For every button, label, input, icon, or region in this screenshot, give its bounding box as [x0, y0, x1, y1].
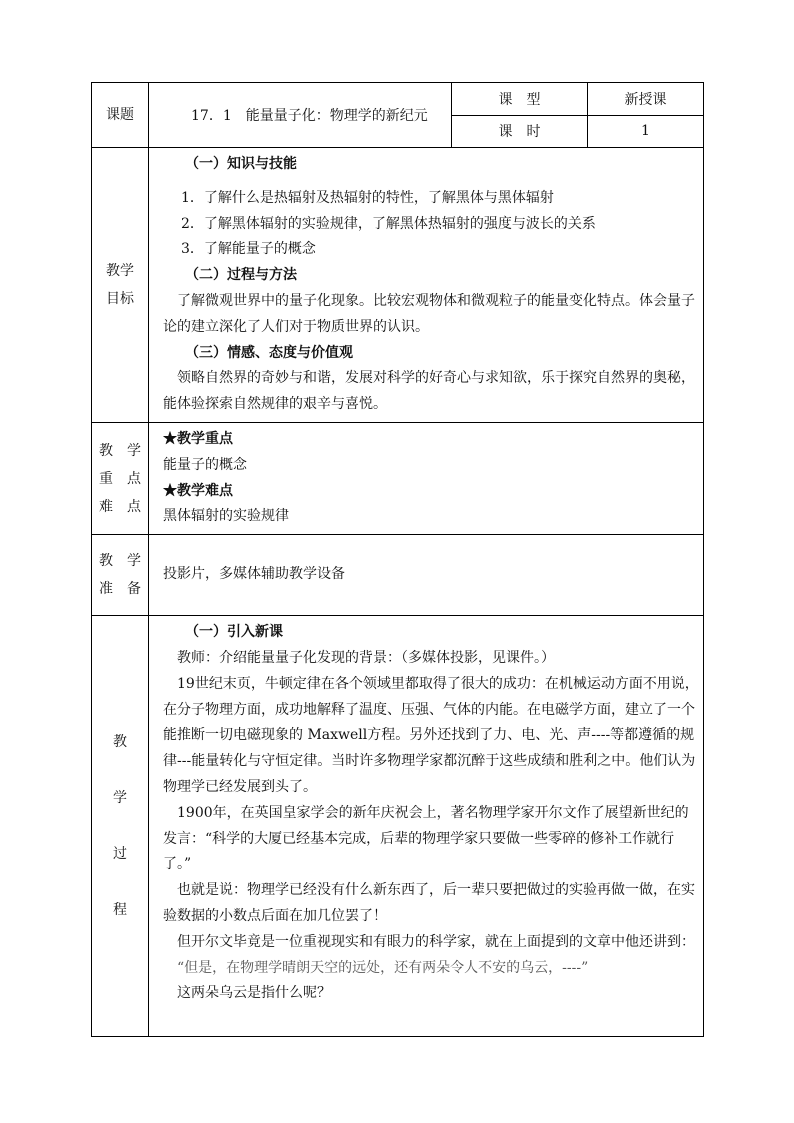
topic-label: 课题	[106, 107, 134, 123]
lesson-plan-page	[91, 82, 703, 1037]
knowledge-item-1: 1．了解什么是热辐射及热辐射的特性，了解黑体与黑体辐射	[181, 189, 554, 206]
key-text: 能量子的概念	[163, 456, 247, 473]
preparation-text: 投影片，多媒体辅助教学设备	[163, 566, 345, 583]
preparation-label-line-1: 教 学	[99, 553, 141, 570]
preparation-label-line-2: 准 备	[99, 581, 141, 598]
keypoints-label-cell	[92, 422, 149, 534]
process-paragraph-3: 1900年，在英国皇家学会的新年庆祝会上，著名物理学家开尔文作了展望新世纪的发言：“科学的大厦已经基本完成，后辈的物理学家只要做一些零碎的修补工作就行了。”	[163, 804, 689, 873]
process-title: （二）过程与方法	[185, 267, 297, 284]
objectives-label-line-2: 目标	[106, 290, 134, 307]
process-label-line-1: 教	[113, 734, 127, 751]
topic-value: 17．1 能量量子化：物理学的新纪元	[191, 108, 428, 124]
process-paragraph-2: 19世纪末页，牛顿定律在各个领域里都取得了很大的成功：在机械运动方面不用说，在分子物理方面，成功地解释了温度、压强、气体的内能。在电磁学方面，建立了一个能推断一切电磁现象的 Maxwell方程。另外还找到了力、电、光、声----等都遵循的规律---能量转化与守恒定律。当时许多物理学家都沉醉于这些成绩和胜利之中。他们认为物理学已经发展到头了。	[163, 675, 699, 795]
keypoints-row	[92, 422, 704, 534]
process-paragraph-7: 这两朵乌云是指什么呢？	[177, 985, 331, 1002]
header-row-top	[92, 83, 704, 116]
hours-label-cell	[452, 115, 588, 148]
process-content	[149, 616, 704, 1037]
emotion-text: 领略自然界的奇妙与和谐，发展对科学的好奇心与求知欲，乐于探究自然界的奥秘，能体验探索自然规律的艰辛与喜悦。	[163, 370, 695, 413]
difficult-title: ★教学难点	[163, 482, 233, 499]
hours-value: 1	[641, 123, 650, 140]
keypoints-content	[149, 422, 704, 534]
knowledge-item-2: 2．了解黑体辐射的实验规律，了解黑体热辐射的强度与波长的关系	[181, 215, 596, 232]
process-paragraph-5: 但开尔文毕竟是一位重视现实和有眼力的科学家，就在上面提到的文章中他还讲到：	[177, 933, 695, 950]
process-label-cell	[92, 616, 149, 1037]
type-value: 新授课	[624, 91, 667, 108]
type-label: 课 型	[498, 91, 541, 108]
emotion-title: （三）情感、态度与价值观	[185, 344, 353, 361]
keypoints-label-line-1: 教 学	[99, 442, 141, 459]
preparation-row	[92, 535, 704, 616]
objectives-row	[92, 148, 704, 423]
preparation-label-cell	[92, 535, 149, 616]
knowledge-item-3: 3．了解能量子的概念	[181, 241, 316, 258]
objectives-label-line-1: 教学	[106, 262, 134, 279]
process-label-line-2: 学	[113, 790, 127, 807]
keypoints-label-line-3: 难 点	[99, 498, 141, 515]
process-paragraph-6: “但是，在物理学晴朗天空的远处，还有两朵令人不安的乌云，----”	[177, 959, 589, 976]
lesson-plan-table	[91, 82, 704, 1037]
process-row	[92, 616, 704, 1037]
topic-label-cell	[92, 83, 149, 148]
process-label-line-4: 程	[113, 902, 127, 919]
process-text: 了解微观世界中的量子化现象。比较宏观物体和微观粒子的能量变化特点。体会量子论的建立深化了人们对于物质世界的认识。	[163, 292, 695, 335]
key-title: ★教学重点	[163, 430, 233, 447]
objectives-label-cell	[92, 148, 149, 423]
knowledge-title: （一）知识与技能	[185, 156, 297, 172]
process-label-line-3: 过	[113, 846, 127, 863]
preparation-content	[149, 535, 704, 616]
hours-value-cell	[588, 115, 704, 148]
hours-label: 课 时	[498, 124, 541, 141]
keypoints-label-line-2: 重 点	[99, 470, 141, 487]
process-paragraph-4: 也就是说：物理学已经没有什么新东西了，后一辈只要把做过的实验再做一做，在实验数据的小数点后面在加几位罢了！	[163, 882, 695, 924]
type-value-cell	[588, 83, 704, 116]
process-paragraph-1: 教师：介绍能量量子化发现的背景：（多媒体投影，见课件。）	[177, 649, 555, 666]
difficult-text: 黑体辐射的实验规律	[163, 508, 289, 525]
intro-title: （一）引入新课	[185, 624, 283, 641]
objectives-content	[149, 148, 704, 423]
topic-value-cell	[149, 83, 452, 148]
type-label-cell	[452, 83, 588, 116]
